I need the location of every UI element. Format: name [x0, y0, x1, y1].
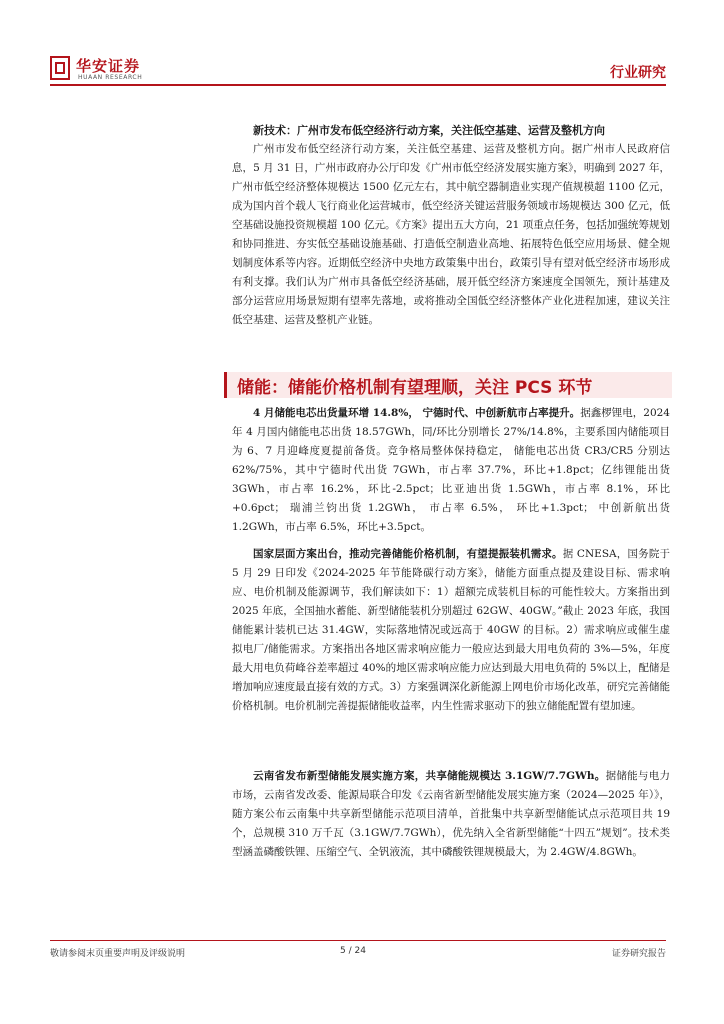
- section-title: 新技术：广州市发布低空经济行动方案，关注低空基建、运营及整机方向: [253, 124, 605, 137]
- section-cell-shipments: [232, 404, 670, 537]
- section-national-policy: [232, 545, 670, 716]
- report-type-label: 行业研究: [610, 65, 666, 81]
- section-low-altitude-economy: [232, 122, 670, 330]
- section-heading-text: 储能：储能价格机制有望理顺，关注 PCS 环节: [237, 378, 593, 398]
- page-header: [0, 0, 724, 90]
- paragraph-body: 据储能与电力市场，云南省发改委、能源局联合印发《云南省新型储能发展实施方案（2024—2025 年）》，随方案公布云南集中共享新型储能示范项目清单，首批集中共享新型储能试点示范项目共 19 个，总规模 310 万千瓦（3.1GW/7.7GWh），优先纳入全省新型储能“十四五”规划”。技术类型涵盖磷酸铁锂、压缩空气、全钒液流，其中磷酸铁锂规模最大，为 2.4GW/4.8GWh。: [232, 770, 670, 858]
- section-yunnan-storage: [232, 767, 670, 862]
- paragraph-lead: 云南省发布新型储能发展实施方案，共享储能规模达 3.1GW/7.7GWh。: [253, 770, 606, 782]
- paragraph-body: 据 CNESA，国务院于 5 月 29 日印发《2024-2025 年节能降碳行动方案》，储能方面重点提及建设目标、需求响应、电价机制及能源调节，我们解读如下：1）超额完成装机目标的可能性较大。方案指出到 2025 年底，全国抽水蓄能、新型储能装机分别超过 62GW、40GW。”截止 2023 年底，我国储能累计装机已达 31.4GW，实际落地情况或远高于 40GW 的目标。2）需求响应或催生虚拟电厂/储能需求。方案指出各地区需求响应能力一般应达到最大用电负荷的 3%—5%，年度最大用电负荷峰谷差率超过 40%的地区需求响应能力应达到最大用电负荷的 5%以上，配储是增加响应速度最直接有效的方式。3）方案强调深化新能源上网电价市场化改革，研究完善储能价格机制。电价机制完善提振储能收益率，内生性需求驱动下的独立储能配置有望加速。: [232, 548, 670, 712]
- paragraph: [232, 545, 670, 716]
- footer-divider: [50, 940, 666, 941]
- huaan-logo-icon: [50, 56, 70, 80]
- page-number: 5 / 24: [340, 946, 366, 956]
- paragraph-body: 据鑫椤锂电，2024 年 4 月国内储能电芯出货 18.57GWh，同/环比分别增长 27%/14.8%，主要系国内储能项目为 6、7 月迎峰度夏提前备货。竞争格局整体保持稳定， 储能电芯出货 CR3/CR5 分别达 62%/75%，其中宁德时代出货 7GWh，市占率 37.7%，环比+1.8pct；亿纬锂能出货 3GWh，市占率 16.2%，环比-2.5pct；比亚迪出货 1.5GWh，市占率 8.1%，环比+0.6pct； 瑞浦兰钧出货 1.2GWh， 市占率 6.5%， 环比+1.3pct； 中创新航出货 1.2GWh，市占率 6.5%，环比+3.5pct。: [232, 407, 670, 533]
- header-divider: [50, 84, 666, 86]
- brand-name-cn: 华安证券: [76, 57, 141, 75]
- paragraph-lead: 国家层面方案出台，推动完善储能价格机制，有望提振装机需求。: [253, 548, 563, 560]
- section-heading-energy-storage: [224, 372, 672, 398]
- brand-name-en: HUAAN RESEARCH: [78, 74, 143, 81]
- paragraph-lead: 4 月储能电芯出货量环增 14.8%， 宁德时代、中创新航市占率提升。: [253, 407, 581, 419]
- paragraph: [232, 404, 670, 537]
- footer-report-label: 证券研究报告: [611, 949, 666, 959]
- section-body: 广州市发布低空经济行动方案，关注低空基建、运营及整机方向。据广州市人民政府信息，5 月 31 日，广州市政府办公厅印发《广州市低空经济发展实施方案》，明确到 2027 年，广州市低空经济整体规模达 1500 亿元左右，其中航空器制造业实现产值规模超 1100 亿元，成为国内首个载人飞行商业化运营城市，低空经济关键运营服务领域市场规模达 300 亿元，低空基础设施投资规模超 100 亿元。《方案》提出五大方向，21 项重点任务，包括加强统筹规划和协同推进、夯实低空基础设施基础、打造低空制造业高地、拓展特色低空应用场景、健全规划制度体系等内容。近期低空经济中央地方政策集中出台，政策引导有望对低空经济市场形成有利支撑。我们认为广州市具备低空经济基础，展开低空经济方案速度全国领先，预计基建及部分运营应用场景短期有望率先落地，或将推动全国低空经济整体产业化进程加速，建议关注低空基建、运营及整机产业链。: [232, 143, 670, 326]
- paragraph: [232, 767, 670, 862]
- footer-disclaimer: 敬请参阅末页重要声明及评级说明: [50, 949, 186, 959]
